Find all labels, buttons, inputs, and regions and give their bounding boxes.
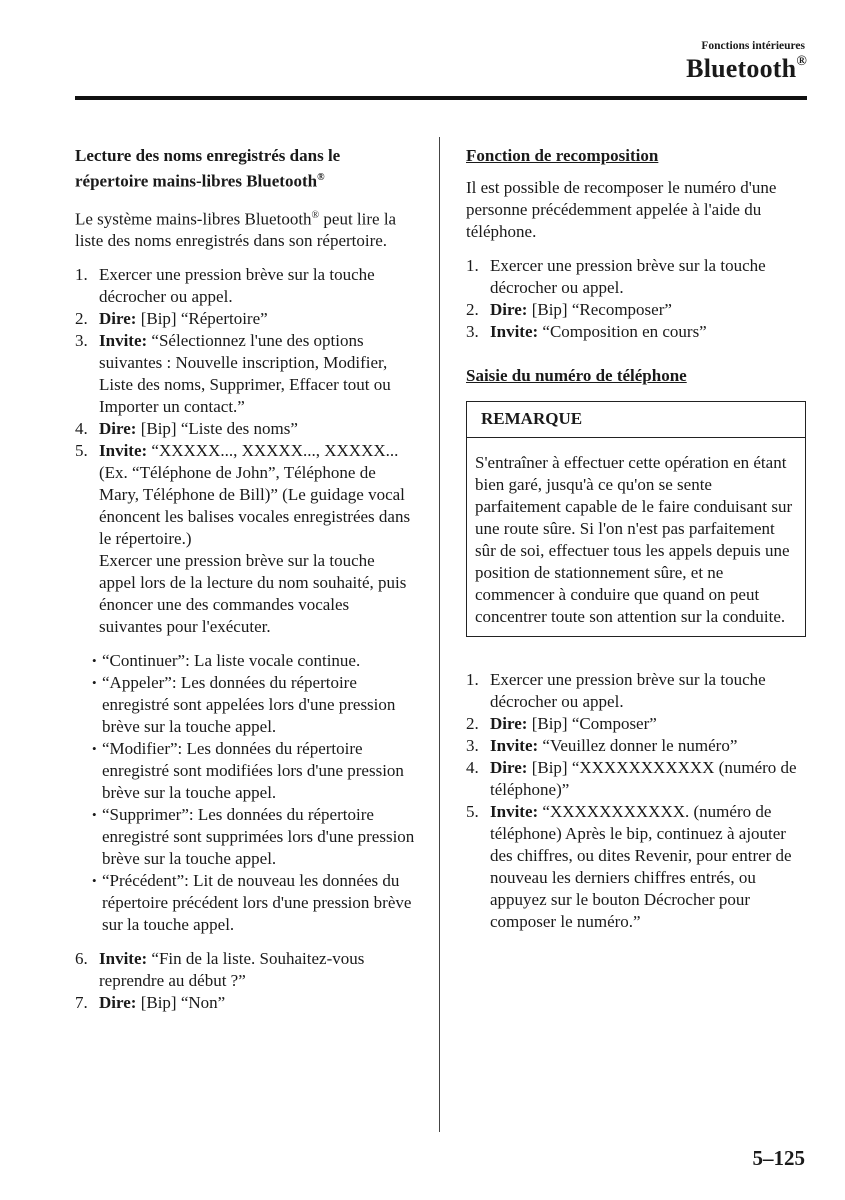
step-text: Invite: “Veuillez donner le numéro” xyxy=(490,736,738,755)
voice-commands-list xyxy=(92,650,415,936)
step-number: 3. xyxy=(466,322,479,341)
registered-mark: ® xyxy=(796,54,807,69)
step-text: Exercer une pression brève sur la touche décrocher ou appel. xyxy=(490,670,766,711)
list-item xyxy=(75,948,415,992)
step-number: 2. xyxy=(75,309,88,329)
list-item xyxy=(92,738,415,804)
registered-mark: ® xyxy=(317,172,325,183)
intro-part-b: peut lire la liste des noms enregistrés dans son répertoire. xyxy=(75,209,397,251)
list-item xyxy=(92,650,415,672)
step-text: Invite: “Sélectionnez l'une des options suivantes : Nouvelle inscription, Modifier, Liste des noms, Supprimer, Effacer tout ou Importer un contact.” xyxy=(99,331,391,417)
step-text: Invite: “XXXXXXXXXXX. (numéro de téléphone) Après le bip, continuez à ajouter des chiffres, ou dites Revenir, pour entrer de nouveau les derniers chiffres entrés, ou appuyez sur le bouton Décrocher pour composer le numéro.” xyxy=(490,802,792,931)
step-text: Dire: [Bip] “Composer” xyxy=(490,714,657,733)
bullet-text: “Supprimer”: Les données du répertoire enregistré sont supprimées lors d'une pression brève sur la touche appel. xyxy=(102,805,415,869)
step-text: Dire: [Bip] “Non” xyxy=(99,993,226,1013)
phonebook-heading-line1: Lecture des noms enregistrés dans le xyxy=(75,146,341,165)
bullet-text: “Précédent”: Lit de nouveau les données du répertoire précédent lors d'une pression brève sur la touche appel. xyxy=(102,871,412,935)
list-item xyxy=(466,299,806,321)
bullet-icon: • xyxy=(92,807,97,823)
step-text: Invite: “Composition en cours” xyxy=(490,322,707,341)
list-item xyxy=(466,713,806,735)
right-column xyxy=(466,145,806,945)
step-number: 1. xyxy=(75,265,88,285)
list-item xyxy=(75,418,415,440)
step-number: 6. xyxy=(75,949,88,969)
header-section: Fonctions intérieures xyxy=(701,40,805,52)
step-number: 1. xyxy=(466,256,479,275)
step-number: 3. xyxy=(466,736,479,755)
step-number: 5. xyxy=(466,802,479,821)
step-text: Dire: [Bip] “Répertoire” xyxy=(99,309,268,329)
redial-steps xyxy=(466,255,806,343)
list-item xyxy=(466,801,806,933)
step-text: Exercer une pression brève sur la touche décrocher ou appel. xyxy=(490,256,766,297)
step-number: 5. xyxy=(75,441,88,461)
redial-heading: Fonction de recomposition xyxy=(466,146,659,165)
list-item xyxy=(92,804,415,870)
phonebook-steps xyxy=(75,264,415,638)
list-item xyxy=(75,330,415,418)
list-item xyxy=(92,672,415,738)
list-item xyxy=(466,321,806,343)
step-text: Dire: [Bip] “Liste des noms” xyxy=(99,419,298,439)
step-number: 4. xyxy=(75,419,88,439)
step-text: Dire: [Bip] “XXXXXXXXXXX (numéro de téléphone)” xyxy=(490,758,797,799)
step-number: 2. xyxy=(466,300,479,319)
step-number: 3. xyxy=(75,331,88,351)
step-text: Invite: “XXXXX..., XXXXX..., XXXXX... (Ex. “Téléphone de John”, Téléphone de Mary, Téléphone de Bill)” (Le guidage vocal énoncent les balises vocales enregistrées dans le répertoire.) Exercer une pression brève sur la touche appel lors de la lecture du nom souhaité, puis énoncer une des commandes vocales suivantes pour l'exécuter. xyxy=(99,440,415,638)
note-box xyxy=(466,401,806,637)
step-number: 1. xyxy=(466,670,479,689)
list-item xyxy=(75,440,415,638)
bullet-icon: • xyxy=(92,741,97,757)
page-number: 5–125 xyxy=(752,1146,805,1170)
phonebook-intro xyxy=(75,205,415,253)
step-text: Dire: [Bip] “Recomposer” xyxy=(490,300,672,319)
bullet-text: “Continuer”: La liste vocale continue. xyxy=(102,651,361,671)
step-number: 7. xyxy=(75,993,88,1013)
phonebook-steps-continued xyxy=(75,948,415,1014)
list-item xyxy=(466,735,806,757)
left-column xyxy=(75,145,415,1026)
bullet-icon: • xyxy=(92,873,97,889)
step-text: Exercer une pression brève sur la touche décrocher ou appel. xyxy=(99,265,375,307)
bullet-text: “Appeler”: Les données du répertoire enregistré sont appelées lors d'une pression brève sur la touche appel. xyxy=(102,673,396,737)
registered-mark: ® xyxy=(311,209,320,221)
step-number: 2. xyxy=(466,714,479,733)
step-number: 4. xyxy=(466,758,479,777)
phonebook-heading-line2: répertoire mains-libres Bluetooth xyxy=(75,171,318,191)
page-title-text: Bluetooth xyxy=(686,54,797,83)
step-5-extra: Exercer une pression brève sur la touche appel lors de la lecture du nom souhaité, puis énoncer une des commandes vocales suivantes pour l'exécuter. xyxy=(99,551,407,637)
number-entry-steps xyxy=(466,669,806,933)
bullet-icon: • xyxy=(92,675,97,691)
list-item xyxy=(466,757,806,801)
page-title xyxy=(686,54,807,84)
list-item xyxy=(75,992,415,1014)
number-entry-heading: Saisie du numéro de téléphone xyxy=(466,366,687,385)
header-rule xyxy=(75,96,807,100)
phonebook-heading xyxy=(75,145,415,193)
step-text: Invite: “Fin de la liste. Souhaitez-vous reprendre au début ?” xyxy=(99,949,365,991)
list-item xyxy=(92,870,415,936)
note-text: S'entraîner à effectuer cette opération en étant bien garé, jusqu'à ce qu'on se sente parfaitement capable de le faire conduisant sur une route sûre. Si l'on n'est pas parfaitement sûr de soi, effectuer tous les appels depuis une position de stationnement sûre, et ne commencer à conduire que quand on peut concentrer toute son attention sur la conduite. xyxy=(475,453,793,626)
redial-intro: Il est possible de recomposer le numéro d'une personne précédemment appelée à l'aide du téléphone. xyxy=(466,178,777,241)
bullet-icon: • xyxy=(92,653,97,669)
note-title: REMARQUE xyxy=(467,402,805,438)
list-item xyxy=(466,669,806,713)
list-item xyxy=(75,308,415,330)
bullet-text: “Modifier”: Les données du répertoire enregistré sont modifiées lors d'une pression brève sur la touche appel. xyxy=(102,739,404,803)
intro-part-a: Le système mains-libres Bluetooth xyxy=(75,209,312,229)
column-divider xyxy=(439,137,440,1132)
list-item xyxy=(75,264,415,308)
list-item xyxy=(466,255,806,299)
